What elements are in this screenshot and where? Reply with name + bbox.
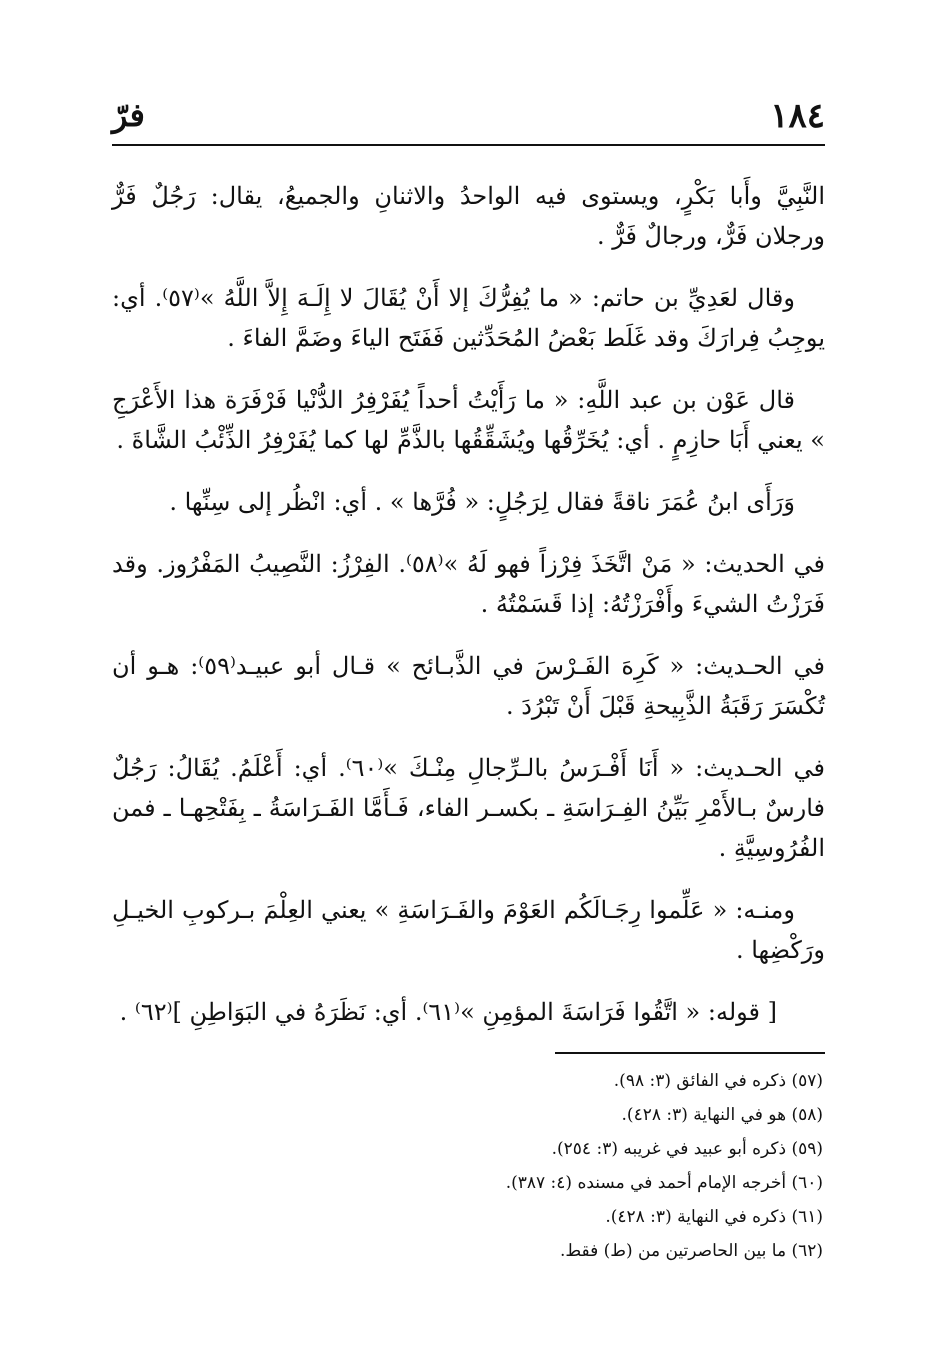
running-head: فرّ [112,96,145,134]
paragraph: في الحـديث: « أَنَا أَفْـرَسُ بالـرِّجالِ مِنْـكَ »⁽٦٠⁾. أي: أَعْلَمُ. يُقَالُ: رَجُلٌ فارسٌ بـالأَمْرِ بَيِّنُ الفِـرَاسَةِ ـ بكسـر الفاء، فَـأَمَّا الفَـرَاسَةُ ـ بِفَتْحِهـا ـ فمن الفُرُوسِيَّةِ . [112,754,826,862]
body-text [112,176,825,1032]
footnote: (٦٠) أخرجه الإمام أحمد في مسنده (٤: ٣٨٧). [505,1173,823,1193]
paragraph: في الحديث: « مَنْ اتَّخَذَ فِرْزاً فهو لَهُ »⁽٥٨⁾. الفِرْزُ: النَّصِيبُ المَفْرُوز. وقد فَرَزْتُ الشيءَ وأَفْرَزْتُهُ: إذا قَسَمْتُهُ . [112,550,825,618]
footnote: (٦١) ذكره في النهاية (٣: ٤٢٨). [605,1207,823,1227]
paragraph: [ قوله: « اتَّقُوا فَرَاسَةَ المؤمِنِ »⁽٦١⁾. أي: نَظَرَهُ في البَوَاطِنِ ]⁽٦٢⁾ . [119,998,777,1026]
page-number: ١٨٤ [770,96,825,136]
paragraph: ومنـه: « عَلِّموا رِجَـالَكُم العَوْمَ والفَـرَاسَةِ » يعني العِلْمَ بـركوبِ الخيـلِ ورَكْضِها . [112,896,825,964]
paragraph: في الحـديث: « كَرِهَ الفَـرْسَ في الذَّبـائح » قـال أبو عبيـد⁽٥٩⁾: هـو أن تُكْسَرَ رَقَبَةُ الذَّبِيحةِ قَبْلَ أَنْ تَبْرُدَ . [112,652,825,720]
footnote: (٦٢) ما بين الحاصرتين من (ط) فقط. [559,1241,823,1261]
footnote-divider [555,1052,825,1054]
footnotes [112,1064,823,1268]
paragraph: قال عَوْن بن عبد اللَّهِ: « ما رَأَيْتُ أحداً يُفَرْفِرُ الدُّنْيا فَرْفَرَة هذا الأَعْرَجِ » يعني أَبَا حازِمٍ . أي: يُخَرِّقُها ويُشَقِّقُها بالذَّمِّ لها كما يُفَرْفِرُ الذِّئْبُ الشَّاةَ . [112,386,825,454]
paragraph: النَّبِيَّ وأَبا بَكْرٍ، ويستوى فيه الواحدُ والاثنانِ والجميعُ، يقال: رَجُلٌ فَرٌّ ورجلان فَرٌّ، ورجالٌ فَرٌّ . [112,182,825,250]
page-header [112,92,825,146]
paragraph: وقال لعَدِيِّ بن حاتم: « ما يُفِرُّكَ إلا أَنْ يُقَالَ لا إِلَـهَ إِلاَّ اللَّهُ »⁽٥٧⁾. أي: يوجِبُ فِرارَكَ وقد غَلَط بَعْضُ المُحَدِّثين فَفَتَح الياءَ وضَمَّ الفاءَ . [112,284,825,352]
paragraph: وَرَأَى ابنُ عُمَرَ ناقةً فقال لِرَجُلٍ: « فُرَّها » . أي: انْظُر إلى سِنِّها . [169,488,795,516]
footnote: (٥٧) ذكره في الفائق (٣: ٩٨). [613,1071,823,1091]
footnote: (٥٩) ذكره أبو عبيد في غريبه (٣: ٢٥٤). [551,1139,823,1159]
footnote: (٥٨) هو في النهاية (٣: ٤٢٨). [621,1105,823,1125]
